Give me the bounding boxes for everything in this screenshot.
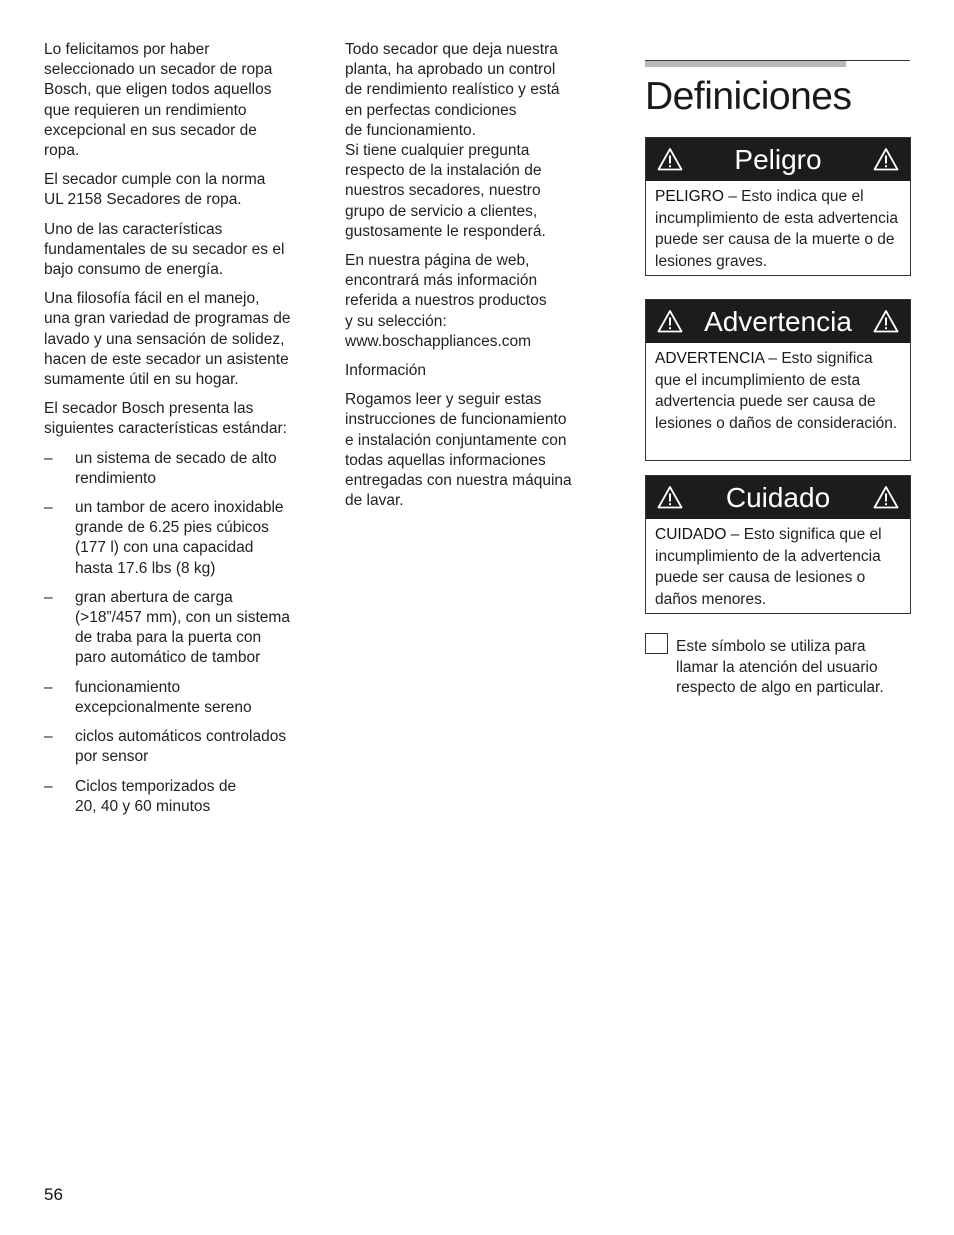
text-line: (>18”/457 mm), con un sistema bbox=[75, 609, 290, 627]
text-line: de lavar. bbox=[345, 492, 404, 510]
text-line: grupo de servicio a clientes, bbox=[345, 202, 538, 220]
list-item bbox=[44, 498, 312, 579]
cuidado-header bbox=[646, 476, 910, 519]
warning-triangle-icon bbox=[657, 147, 683, 171]
text-line: llamar la atención del usuario bbox=[676, 658, 878, 676]
text-line: de traba para la puerta con bbox=[75, 629, 262, 647]
advertencia-box bbox=[645, 299, 911, 461]
info-subheading: Información bbox=[345, 362, 426, 380]
text-line: Ciclos temporizados de bbox=[75, 777, 237, 795]
page-title: Definiciones bbox=[645, 75, 852, 118]
text-line: UL 2158 Secadores de ropa. bbox=[44, 191, 242, 209]
text-line: excepcional en sus secador de bbox=[44, 121, 257, 139]
note-text bbox=[676, 637, 916, 699]
list-item bbox=[44, 727, 312, 767]
advertencia-description: – Esto significa que el incumplimiento de esta advertencia puede ser causa de lesiones o daños de consideración. bbox=[655, 350, 898, 433]
text-line: Todo secador que deja nuestra bbox=[345, 41, 558, 58]
text-line: hacen de este secador un asistente bbox=[44, 350, 289, 368]
text-line: excepcionalmente sereno bbox=[75, 698, 252, 716]
text-line: (177 l) con una capacidad bbox=[75, 539, 254, 557]
list-item bbox=[44, 449, 312, 489]
text-line: en perfectas condiciones bbox=[345, 101, 517, 119]
peligro-description: – Esto indica que el incumplimiento de esta advertencia puede ser causa de la muerte o de lesiones graves. bbox=[655, 188, 898, 271]
cuidado-text bbox=[646, 519, 910, 617]
list-item bbox=[44, 678, 312, 718]
intro-paragraph bbox=[44, 399, 312, 439]
text-line: que requieren un rendimiento bbox=[44, 101, 247, 119]
advertencia-heading: Advertencia bbox=[704, 306, 852, 337]
text-line: siguientes características estándar: bbox=[44, 420, 287, 438]
website-paragraph bbox=[345, 251, 595, 352]
read-instructions-paragraph bbox=[345, 390, 595, 511]
text-line: www.boschappliances.com bbox=[345, 332, 532, 350]
warning-triangle-icon bbox=[873, 147, 899, 171]
text-line: paro automático de tambor bbox=[75, 649, 261, 667]
text-line: una gran variedad de programas de bbox=[44, 310, 291, 328]
intro-paragraph bbox=[44, 289, 312, 390]
text-line: rendimiento bbox=[75, 469, 156, 487]
text-line: e instalación conjuntamente con bbox=[345, 431, 567, 449]
text-line: Uno de las características bbox=[44, 220, 223, 238]
text-line: Lo felicitamos por haber bbox=[44, 41, 210, 58]
cuidado-heading: Cuidado bbox=[725, 482, 831, 513]
text-line: referida a nuestros productos bbox=[345, 292, 547, 310]
peligro-header bbox=[646, 138, 910, 181]
warning-triangle-icon bbox=[873, 309, 899, 333]
text-line: seleccionado un secador de ropa bbox=[44, 61, 273, 79]
text-line: de funcionamiento. bbox=[345, 121, 476, 139]
text-line: gustosamente le responderá. bbox=[345, 222, 546, 240]
cuidado-keyword: CUIDADO bbox=[655, 526, 727, 543]
intro-paragraph bbox=[44, 40, 312, 161]
advertencia-header bbox=[646, 300, 910, 343]
warning-triangle-icon bbox=[657, 309, 683, 333]
dash-bullet: – bbox=[44, 588, 53, 606]
warning-triangle-icon bbox=[873, 485, 899, 509]
text-line: encontrará más información bbox=[345, 272, 538, 290]
text-line: por sensor bbox=[75, 748, 149, 766]
info-column bbox=[345, 40, 595, 520]
text-line: gran abertura de carga bbox=[75, 588, 233, 606]
text-line: respecto de algo en particular. bbox=[676, 679, 884, 696]
peligro-text bbox=[646, 181, 910, 279]
text-line: un sistema de secado de alto bbox=[75, 449, 277, 467]
text-line: En nuestra página de web, bbox=[345, 252, 530, 270]
list-item bbox=[44, 777, 312, 817]
text-line: todas aquellas informaciones bbox=[345, 451, 546, 469]
dash-bullet: – bbox=[44, 777, 53, 795]
text-line: ropa. bbox=[44, 142, 80, 160]
text-line: fundamentales de su secador es el bbox=[44, 240, 285, 258]
text-line: Este símbolo se utiliza para bbox=[676, 638, 866, 655]
advertencia-text bbox=[646, 343, 910, 441]
text-line: bajo consumo de energía. bbox=[44, 261, 224, 279]
text-line: instrucciones de funcionamiento bbox=[345, 411, 567, 429]
peligro-heading: Peligro bbox=[734, 144, 822, 175]
text-line: Si tiene cualquier pregunta bbox=[345, 142, 530, 160]
intro-paragraph bbox=[44, 220, 312, 281]
dash-bullet: – bbox=[44, 449, 53, 467]
cuidado-box bbox=[645, 475, 911, 614]
text-line: un tambor de acero inoxidable bbox=[75, 499, 284, 517]
intro-column bbox=[44, 40, 312, 826]
dash-bullet: – bbox=[44, 728, 53, 746]
text-line: hasta 17.6 lbs (8 kg) bbox=[75, 559, 216, 577]
peligro-keyword: PELIGRO bbox=[655, 188, 724, 205]
text-line: El secador Bosch presenta las bbox=[44, 400, 254, 418]
peligro-box bbox=[645, 137, 911, 276]
text-line: y su selección: bbox=[345, 312, 447, 330]
text-line: funcionamiento bbox=[75, 678, 181, 696]
text-line: grande de 6.25 pies cúbicos bbox=[75, 519, 269, 537]
features-list bbox=[44, 449, 312, 817]
text-line: Rogamos leer y seguir estas bbox=[345, 391, 542, 409]
text-line: El secador cumple con la norma bbox=[44, 171, 266, 189]
text-line: entregadas con nuestra máquina bbox=[345, 472, 572, 490]
note-square-icon bbox=[645, 633, 668, 654]
intro-paragraph bbox=[44, 170, 312, 210]
dash-bullet: – bbox=[44, 678, 53, 696]
dash-bullet: – bbox=[44, 499, 53, 517]
text-line: respecto de la instalación de bbox=[345, 162, 542, 180]
quality-paragraph bbox=[345, 40, 595, 242]
section-rule bbox=[645, 60, 910, 68]
text-line: Una filosofía fácil en el manejo, bbox=[44, 290, 260, 308]
page-number: 56 bbox=[44, 1185, 63, 1204]
warning-triangle-icon bbox=[657, 485, 683, 509]
text-line: sumamente útil en su hogar. bbox=[44, 371, 239, 389]
cuidado-description: – Esto significa que el incumplimiento de la advertencia puede ser causa de lesiones o daños menores. bbox=[655, 526, 882, 609]
text-line: planta, ha aprobado un control bbox=[345, 61, 556, 79]
text-line: lavado y una sensación de solidez, bbox=[44, 330, 285, 348]
text-line: 20, 40 y 60 minutos bbox=[75, 797, 211, 815]
text-line: de rendimiento realístico y está bbox=[345, 81, 560, 99]
text-line: nuestros secadores, nuestro bbox=[345, 182, 541, 200]
text-line: ciclos automáticos controlados bbox=[75, 728, 287, 746]
advertencia-keyword: ADVERTENCIA bbox=[655, 350, 765, 367]
text-line: Bosch, que eligen todos aquellos bbox=[44, 81, 272, 99]
list-item bbox=[44, 588, 312, 669]
